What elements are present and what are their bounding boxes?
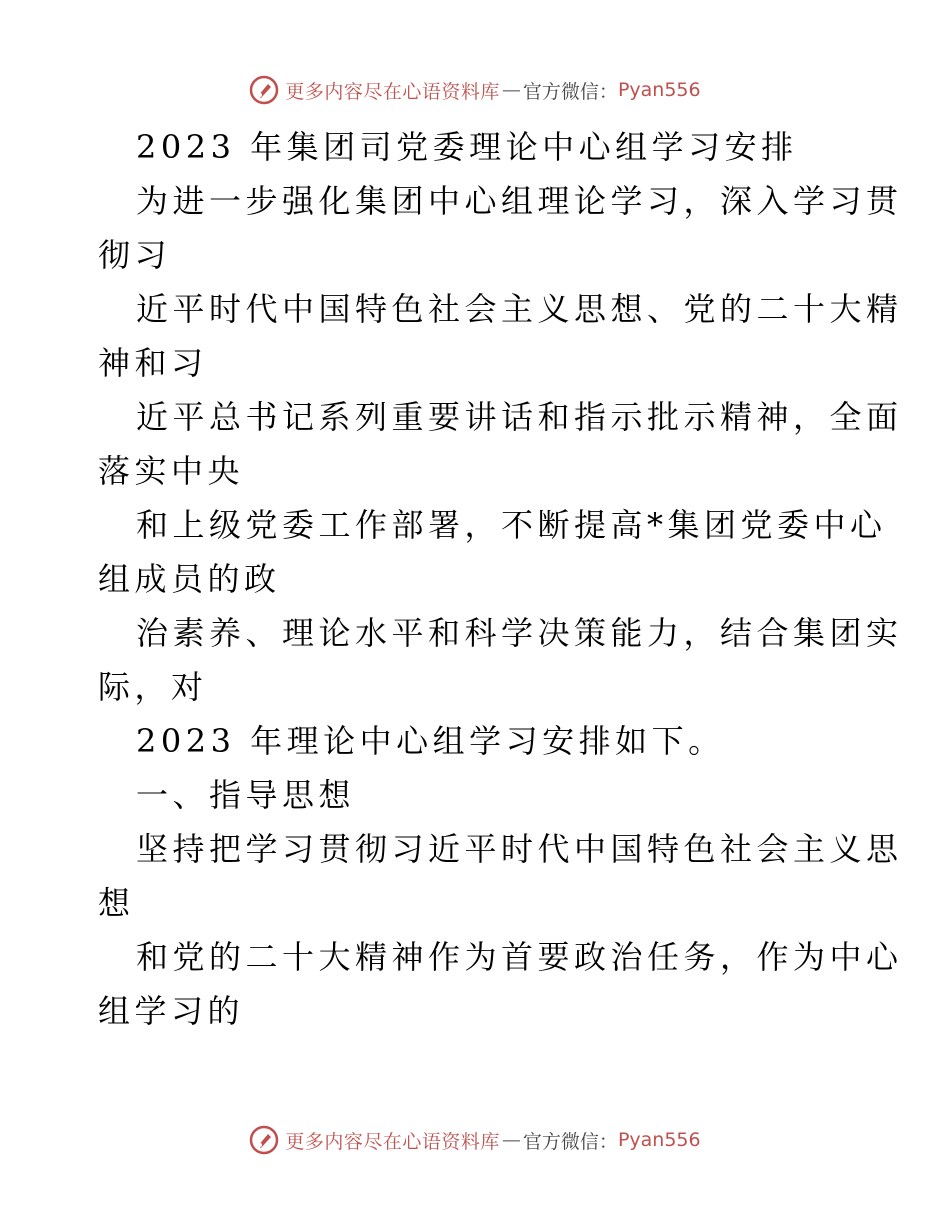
pen-nib-logo-icon <box>249 75 279 105</box>
document-title: 2023 年集团司党委理论中心组学习安排 <box>136 128 798 166</box>
paragraph-line: 2023 年理论中心组学习安排如下。 <box>136 722 725 760</box>
watermark-separator: — <box>501 79 521 101</box>
paragraph-line: 近平总书记系列重要讲话和指示批示精神，全面 <box>136 398 903 436</box>
watermark-separator: — <box>501 1129 521 1151</box>
paragraph-line: 想 <box>98 884 135 922</box>
pen-nib-logo-icon <box>249 1125 279 1155</box>
header-watermark <box>0 70 950 110</box>
watermark-text: 更多内容尽在心语资料库 <box>285 1130 500 1153</box>
watermark-wechat-label: 官方微信： <box>522 80 618 103</box>
paragraph-line: 治素养、理论水平和科学决策能力，结合集团实 <box>136 614 903 652</box>
paragraph-line: 和上级党委工作部署，不断提高*集团党委中心 <box>136 506 887 544</box>
paragraph-line: 彻习 <box>98 236 172 274</box>
paragraph-line: 坚持把学习贯彻习近平时代中国特色社会主义思 <box>136 830 903 868</box>
watermark-text: 更多内容尽在心语资料库 <box>285 80 500 103</box>
document-body <box>98 120 903 1038</box>
paragraph-line: 际，对 <box>98 668 208 706</box>
paragraph-line: 和党的二十大精神作为首要政治任务，作为中心 <box>136 938 903 976</box>
paragraph-line: 组成员的政 <box>98 560 281 598</box>
watermark-wechat-id: Pyan556 <box>617 79 701 101</box>
footer-watermark <box>0 1120 950 1160</box>
paragraph-line: 落实中央 <box>98 452 245 490</box>
watermark-wechat-id: Pyan556 <box>617 1129 701 1151</box>
paragraph-line: 为进一步强化集团中心组理论学习，深入学习贯 <box>136 182 903 220</box>
watermark-wechat-label: 官方微信： <box>522 1130 618 1153</box>
paragraph-line: 近平时代中国特色社会主义思想、党的二十大精 <box>136 290 903 328</box>
paragraph-line: 神和习 <box>98 344 208 382</box>
section-heading: 一、指导思想 <box>136 776 356 814</box>
paragraph-line: 组学习的 <box>98 992 245 1030</box>
